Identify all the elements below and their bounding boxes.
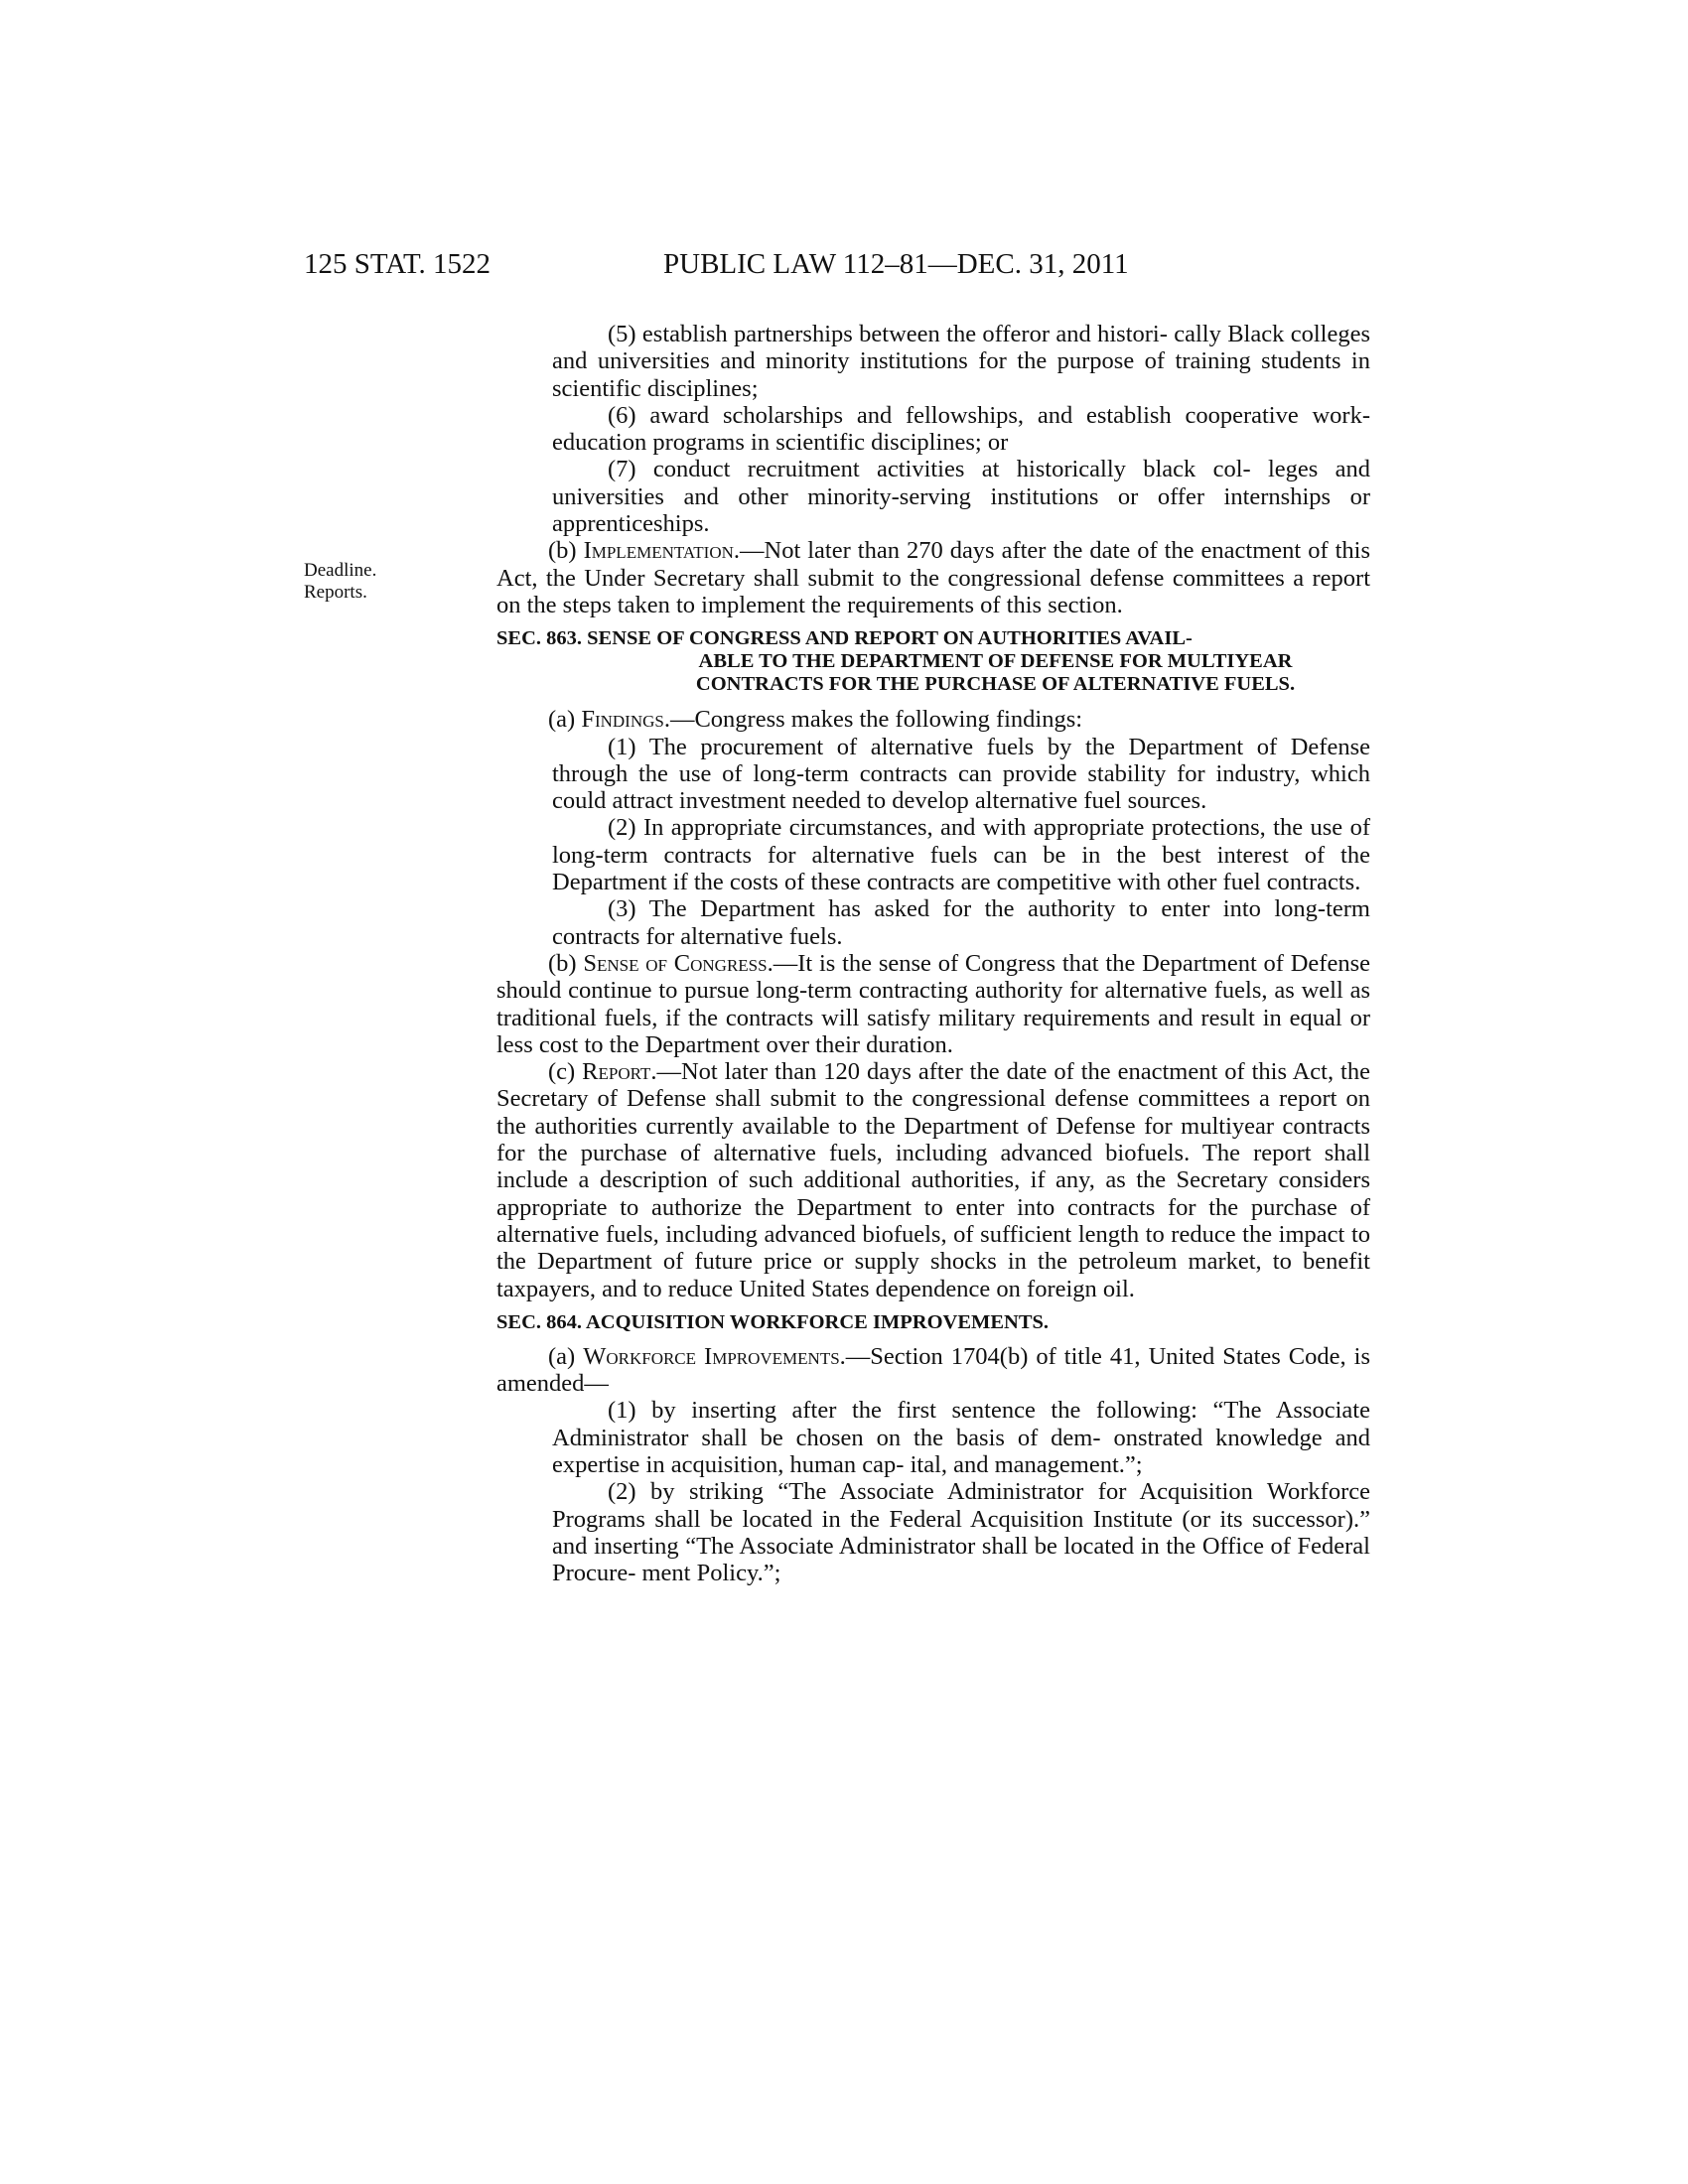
subsection-a-findings: (a) Findings.—Congress makes the following findings:	[548, 706, 1083, 734]
finding-3: (3) The Department has asked for the authority to enter into long-term contracts for alternative fuels.	[552, 895, 1370, 950]
margin-note	[304, 560, 376, 604]
subsection-b-implementation: (b) Implementation.—Not later than 270 days after the date of the enactment of this Act, the Under Secretary shall submit to the congressional defense committees a report on the steps taken to implement the requirements of this section.	[496, 537, 1370, 618]
amendment-1: (1) by inserting after the first sentence the following: “The Associate Administrator shall be chosen on the basis of dem- onstrated knowledge and expertise in acquisition, human cap- ital, and management.”;	[552, 1397, 1370, 1478]
public-law-title: PUBLIC LAW 112–81—DEC. 31, 2011	[663, 248, 1129, 280]
paragraph-7: (7) conduct recruitment activities at historically black col- leges and universities and other minority-serving institutions or offer internships or apprenticeships.	[552, 456, 1370, 538]
section-864-heading: SEC. 864. ACQUISITION WORKFORCE IMPROVEMENTS.	[496, 1310, 1050, 1333]
main-text	[496, 321, 1370, 1586]
amendment-2: (2) by striking “The Associate Administrator for Acquisition Workforce Programs shall be located in the Federal Acquisition Institute (or its successor).” and inserting “The Associate Administrator shall be located in the Office of Federal Procure- ment Policy.”;	[552, 1478, 1370, 1587]
section-863-heading: SEC. 863. SENSE OF CONGRESS AND REPORT ON AUTHORITIES AVAIL- ABLE TO THE DEPARTMENT OF DEFENSE FOR MULTIYEAR CONTRACTS FOR THE PURCHASE OF ALTERNATIVE FUELS.	[496, 627, 1296, 696]
statute-page-number: 125 STAT. 1522	[304, 248, 492, 280]
subsection-c-report: (c) Report.—Not later than 120 days after the date of the enactment of this Act, the Secretary of Defense shall submit to the congressional defense committees a report on the authorities currently available to the Department of Defense for multiyear contracts for the purchase of alternative fuels, including advanced biofuels. The report shall include a description of such additional authorities, if any, as the Secretary considers appropriate to authorize the Department to enter into contracts for the purchase of alternative fuels, including advanced biofuels, of sufficient length to reduce the impact to the Department of future price or supply shocks in the petroleum market, to benefit taxpayers, and to reduce United States dependence on foreign oil.	[496, 1058, 1370, 1302]
subsection-a-workforce-improvements: (a) Workforce Improvements.—Section 1704(b) of title 41, United States Code, is amended—	[496, 1342, 1370, 1398]
subsection-b-sense-of-congress: (b) Sense of Congress.—It is the sense of Congress that the Department of Defense should continue to pursue long-term contracting authority for alternative fuels, as well as traditional fuels, if the contracts will satisfy military requirements and result in equal or less cost to the Department over their duration.	[496, 949, 1370, 1058]
margin-note-deadline: Deadline.	[304, 560, 377, 581]
margin-note-reports: Reports.	[304, 582, 367, 603]
paragraph-6: (6) award scholarships and fellowships, and establish cooperative work-education programs in scientific disciplines; or	[552, 401, 1370, 457]
finding-2: (2) In appropriate circumstances, and with appropriate protections, the use of long-term contracts for alternative fuels can be in the best interest of the Department if the costs of these contracts are competitive with other fuel contracts.	[552, 814, 1370, 896]
paragraph-5: (5) establish partnerships between the offeror and histori- cally Black colleges and universities and minority institutions for the purpose of training students in scientific disciplines;	[552, 321, 1370, 402]
finding-1: (1) The procurement of alternative fuels by the Department of Defense through the use of long-term contracts can provide stability for industry, which could attract investment needed to develop alternative fuel sources.	[552, 733, 1370, 815]
running-header	[304, 248, 1368, 288]
